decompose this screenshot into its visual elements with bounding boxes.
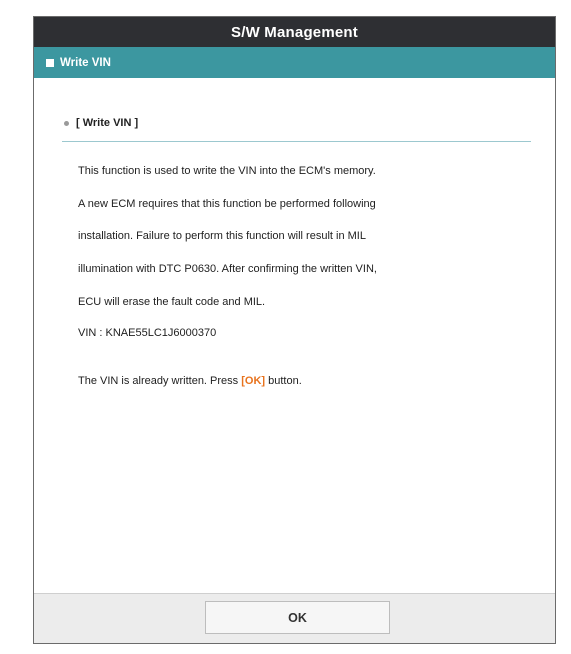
subheader-bar bbox=[34, 47, 555, 78]
subheader-label: Write VIN bbox=[60, 56, 111, 69]
content-area bbox=[34, 78, 555, 593]
description-line-1: This function is used to write the VIN into the ECM's memory. bbox=[78, 165, 376, 177]
window-title: S/W Management bbox=[34, 17, 555, 47]
section-heading bbox=[62, 117, 531, 142]
section-heading-text: [ Write VIN ] bbox=[76, 117, 139, 129]
status-ok-highlight: [OK] bbox=[241, 375, 266, 387]
vin-value: VIN : KNAE55LC1J6000370 bbox=[78, 327, 217, 339]
status-suffix: button. bbox=[265, 375, 302, 387]
ok-button[interactable]: OK bbox=[205, 601, 390, 634]
dialog-footer bbox=[34, 593, 555, 643]
square-bullet-icon bbox=[46, 59, 54, 67]
sw-management-dialog bbox=[33, 16, 556, 644]
description-line-4: illumination with DTC P0630. After confirming the written VIN, bbox=[78, 263, 377, 275]
description-line-3: installation. Failure to perform this function will result in MIL bbox=[78, 230, 366, 242]
bullet-dot-icon bbox=[64, 121, 69, 126]
status-prefix: The VIN is already written. Press bbox=[78, 375, 242, 387]
description-line-5: ECU will erase the fault code and MIL. bbox=[78, 296, 266, 308]
description-line-2: A new ECM requires that this function be performed following bbox=[78, 198, 376, 210]
status-message bbox=[78, 375, 518, 387]
